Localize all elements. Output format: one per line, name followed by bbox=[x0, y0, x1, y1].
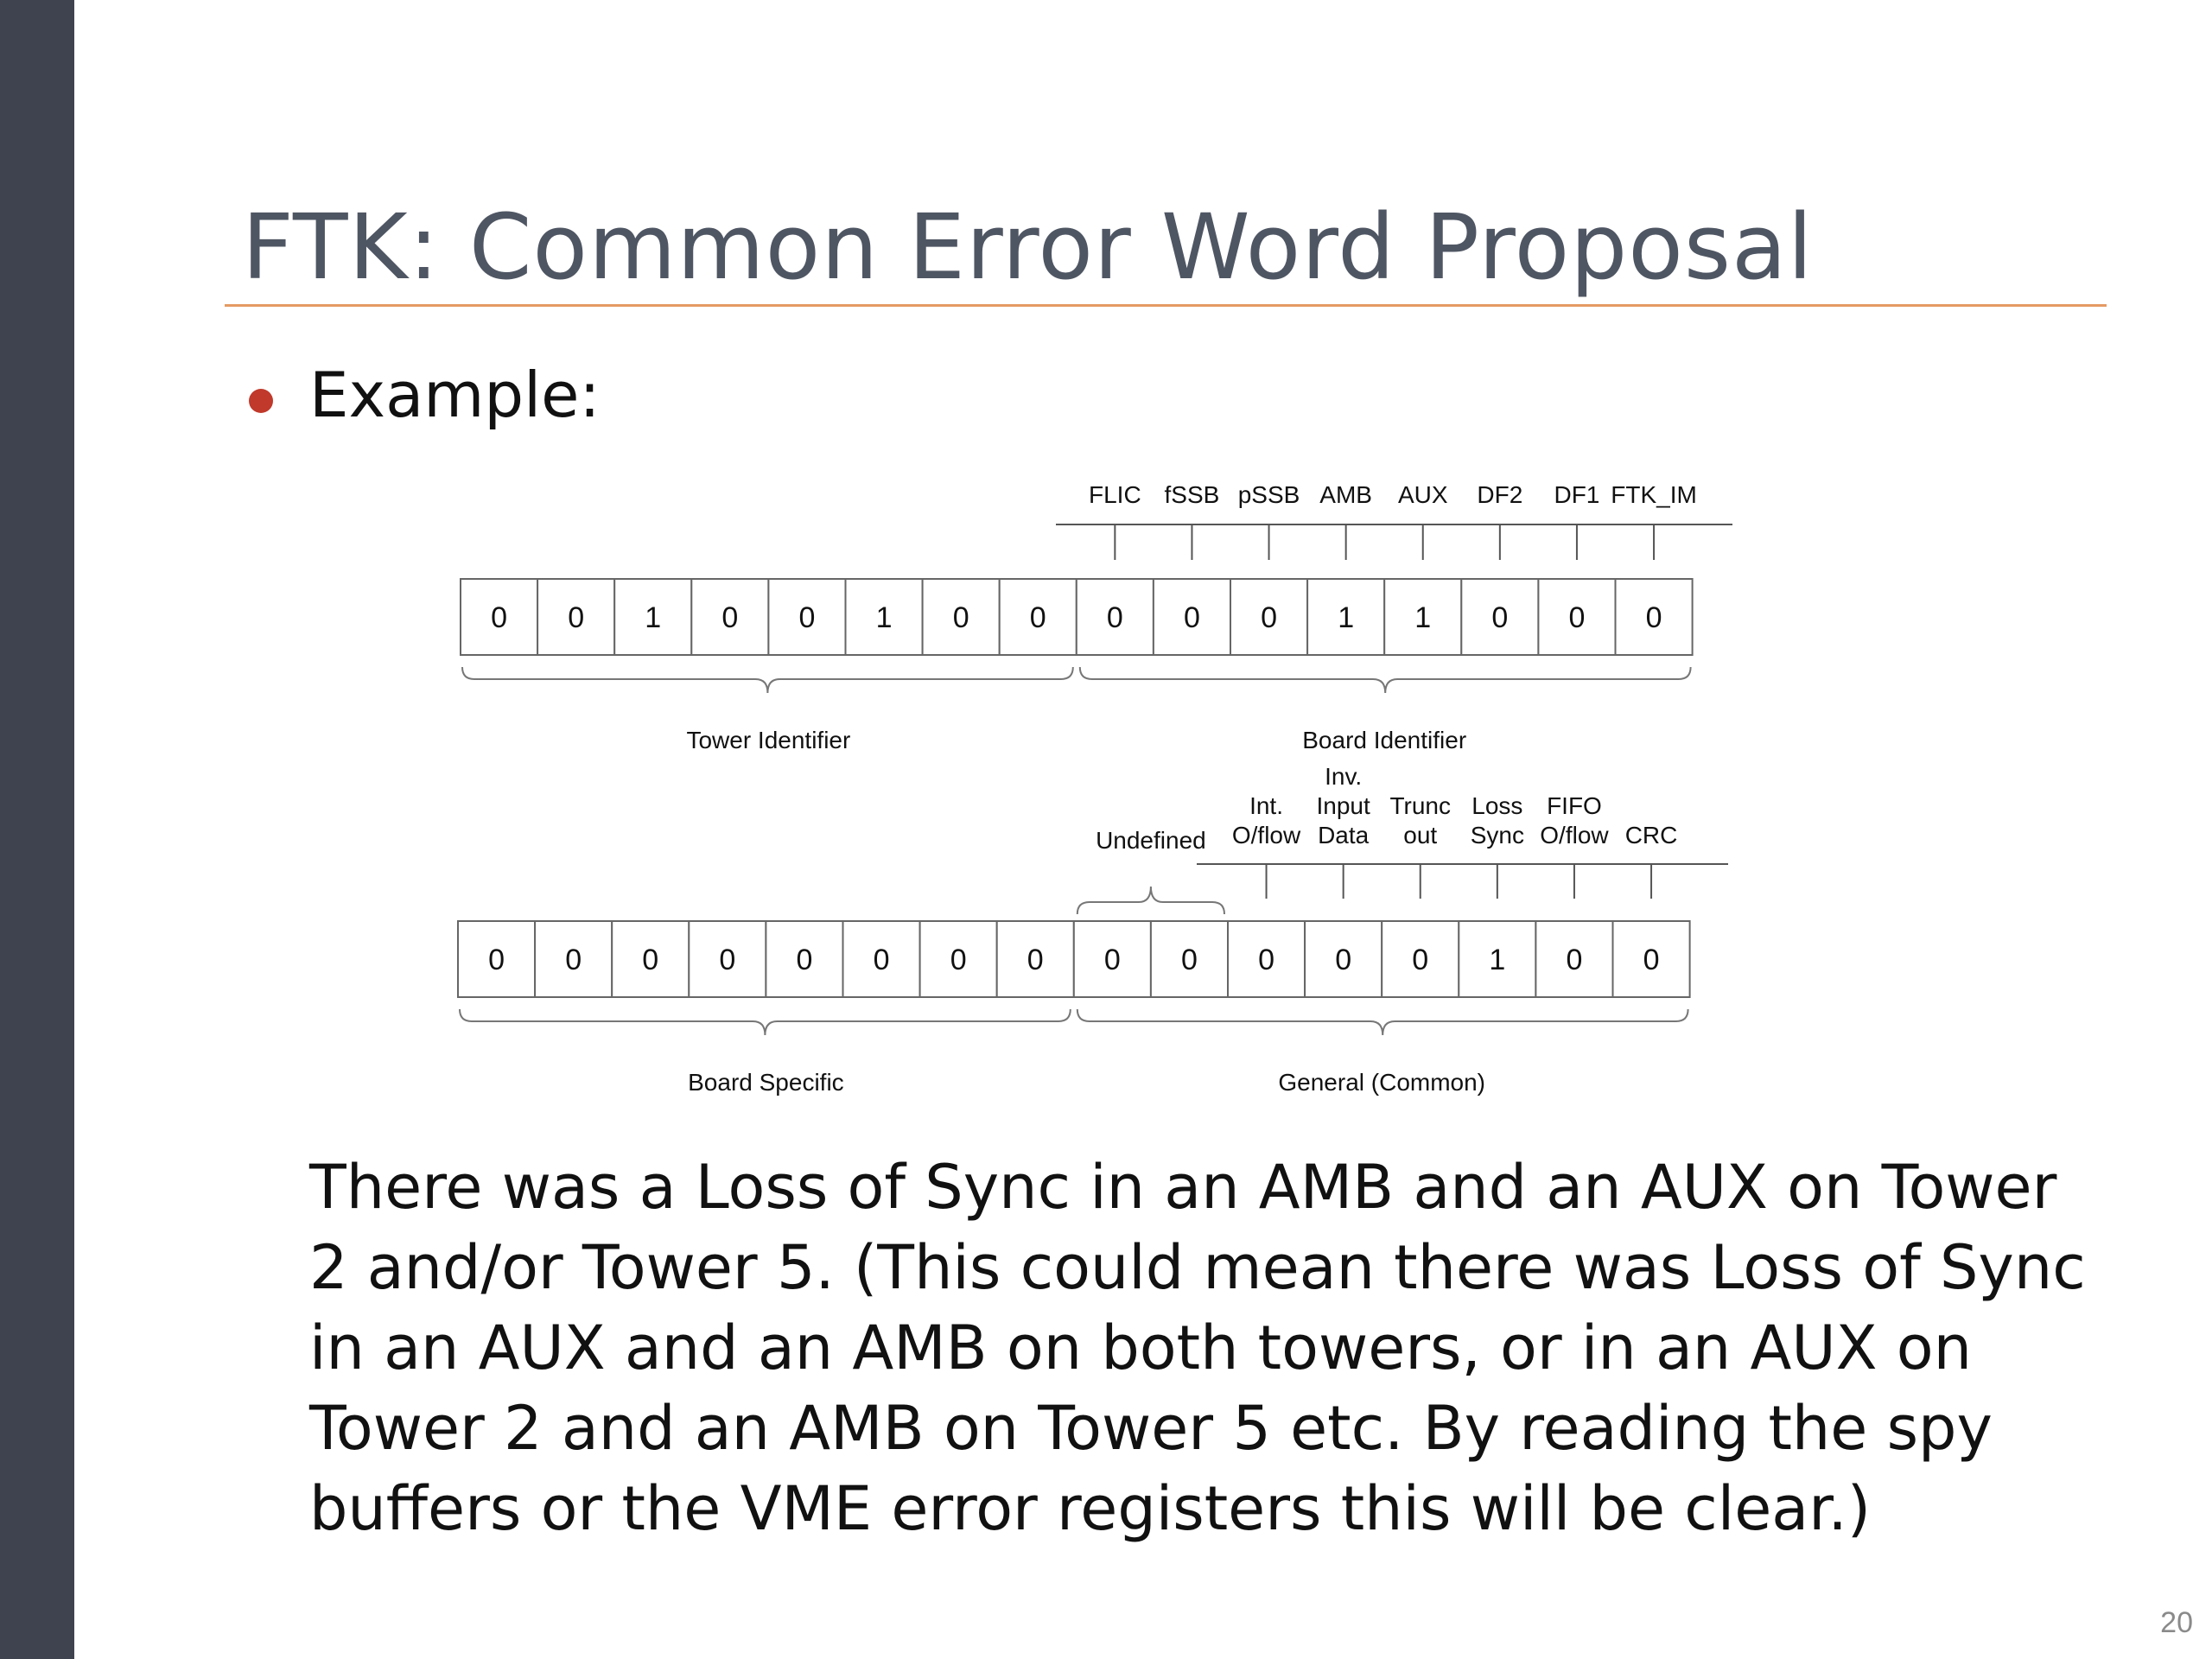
word1-bit-value: 0 bbox=[798, 601, 816, 634]
word2-bit-value: 0 bbox=[873, 944, 890, 976]
word1-top-label: fSSB bbox=[1164, 481, 1220, 508]
word1-bit-value: 0 bbox=[1029, 601, 1046, 634]
word2-top-label-line: CRC bbox=[1624, 822, 1678, 849]
word2-right-group-label: General (Common) bbox=[1278, 1069, 1486, 1096]
word2-top-label-line: O/flow bbox=[1231, 822, 1301, 849]
word2-bit-value: 1 bbox=[1489, 944, 1506, 976]
word1-bit-value: 1 bbox=[1338, 601, 1355, 634]
word1-bit-value: 1 bbox=[1414, 601, 1432, 634]
word1-bit-value: 0 bbox=[1106, 601, 1123, 634]
word2-bit-value: 0 bbox=[796, 944, 813, 976]
page-number: 20 bbox=[2160, 1606, 2193, 1639]
slide-title: FTK: Common Error Word Proposal bbox=[242, 194, 1814, 300]
explanation-text: There was a Loss of Sync in an AMB and an AUX on Tower 2 and/or Tower 5. (This could mean there was Loss of Sync in an AUX and an AMB on both towers, or in an AUX on Tower 2 and an AMB on Tower 5 etc. By reading the spy buffers or the VME error registers this will be clear.) bbox=[309, 1152, 2086, 1544]
word2-bit-value: 0 bbox=[1566, 944, 1583, 976]
word1-bit-value: 0 bbox=[721, 601, 739, 634]
word2-bit-value: 0 bbox=[565, 944, 582, 976]
word1-bit-value: 0 bbox=[1261, 601, 1278, 634]
word1-bit-value: 0 bbox=[1183, 601, 1200, 634]
word2-bit-value: 0 bbox=[1027, 944, 1044, 976]
word1-right-group-label: Board Identifier bbox=[1302, 727, 1467, 753]
word2-bit-value: 0 bbox=[950, 944, 967, 976]
bullet-text: Example: bbox=[309, 359, 601, 431]
word2-undefined-brace bbox=[1077, 887, 1224, 914]
word2-top-label-line: Trunc bbox=[1389, 792, 1452, 819]
word1-bit-value: 0 bbox=[1645, 601, 1662, 634]
word1-top-label: AMB bbox=[1319, 481, 1372, 508]
word2-top-label-line: Sync bbox=[1470, 822, 1524, 849]
word2-bit-value: 0 bbox=[719, 944, 736, 976]
word2-top-label-line: O/flow bbox=[1540, 822, 1609, 849]
word2-top-label-line: Int. bbox=[1249, 792, 1284, 819]
word2-top-label-line: Inv. bbox=[1325, 763, 1363, 790]
word1-top-label: DF1 bbox=[1554, 481, 1600, 508]
word1-top-label: pSSB bbox=[1237, 481, 1300, 508]
word1-bit-value: 1 bbox=[875, 601, 893, 634]
word1-right-brace bbox=[1080, 667, 1691, 693]
word2-left-brace bbox=[460, 1009, 1071, 1035]
word2-undefined-label: Undefined bbox=[1096, 827, 1206, 854]
word2-bit-value: 0 bbox=[642, 944, 659, 976]
word2-right-brace bbox=[1077, 1009, 1688, 1035]
word1-top-label: DF2 bbox=[1477, 481, 1523, 508]
word1-bit-value: 0 bbox=[1491, 601, 1509, 634]
word2-top-label-line: Loss bbox=[1471, 792, 1523, 819]
word1-bit-value: 0 bbox=[952, 601, 969, 634]
word1-top-label: FTK_IM bbox=[1611, 481, 1697, 508]
word2-bit-value: 0 bbox=[1180, 944, 1198, 976]
word2-top-label-line: Data bbox=[1318, 822, 1370, 849]
word2-bit-value: 0 bbox=[1103, 944, 1121, 976]
word1-bit-value: 0 bbox=[568, 601, 585, 634]
word1-top-label: AUX bbox=[1397, 481, 1448, 508]
word1-bit-value: 0 bbox=[491, 601, 508, 634]
word2-bit-value: 0 bbox=[488, 944, 505, 976]
word2-bit-value: 0 bbox=[1643, 944, 1660, 976]
word1-top-label: FLIC bbox=[1089, 481, 1141, 508]
word2-top-label-line: FIFO bbox=[1547, 792, 1602, 819]
word2-top-label-line: out bbox=[1403, 822, 1438, 849]
word1-bit-value: 1 bbox=[645, 601, 662, 634]
word2-bit-value: 0 bbox=[1412, 944, 1429, 976]
word2-bit-value: 0 bbox=[1258, 944, 1275, 976]
word1-left-brace bbox=[462, 667, 1073, 693]
word1-bit-value: 0 bbox=[1568, 601, 1586, 634]
word2-top-label-line: Input bbox=[1316, 792, 1370, 819]
word1-left-group-label: Tower Identifier bbox=[686, 727, 851, 753]
word2-bit-value: 0 bbox=[1335, 944, 1352, 976]
word2-left-group-label: Board Specific bbox=[688, 1069, 844, 1096]
